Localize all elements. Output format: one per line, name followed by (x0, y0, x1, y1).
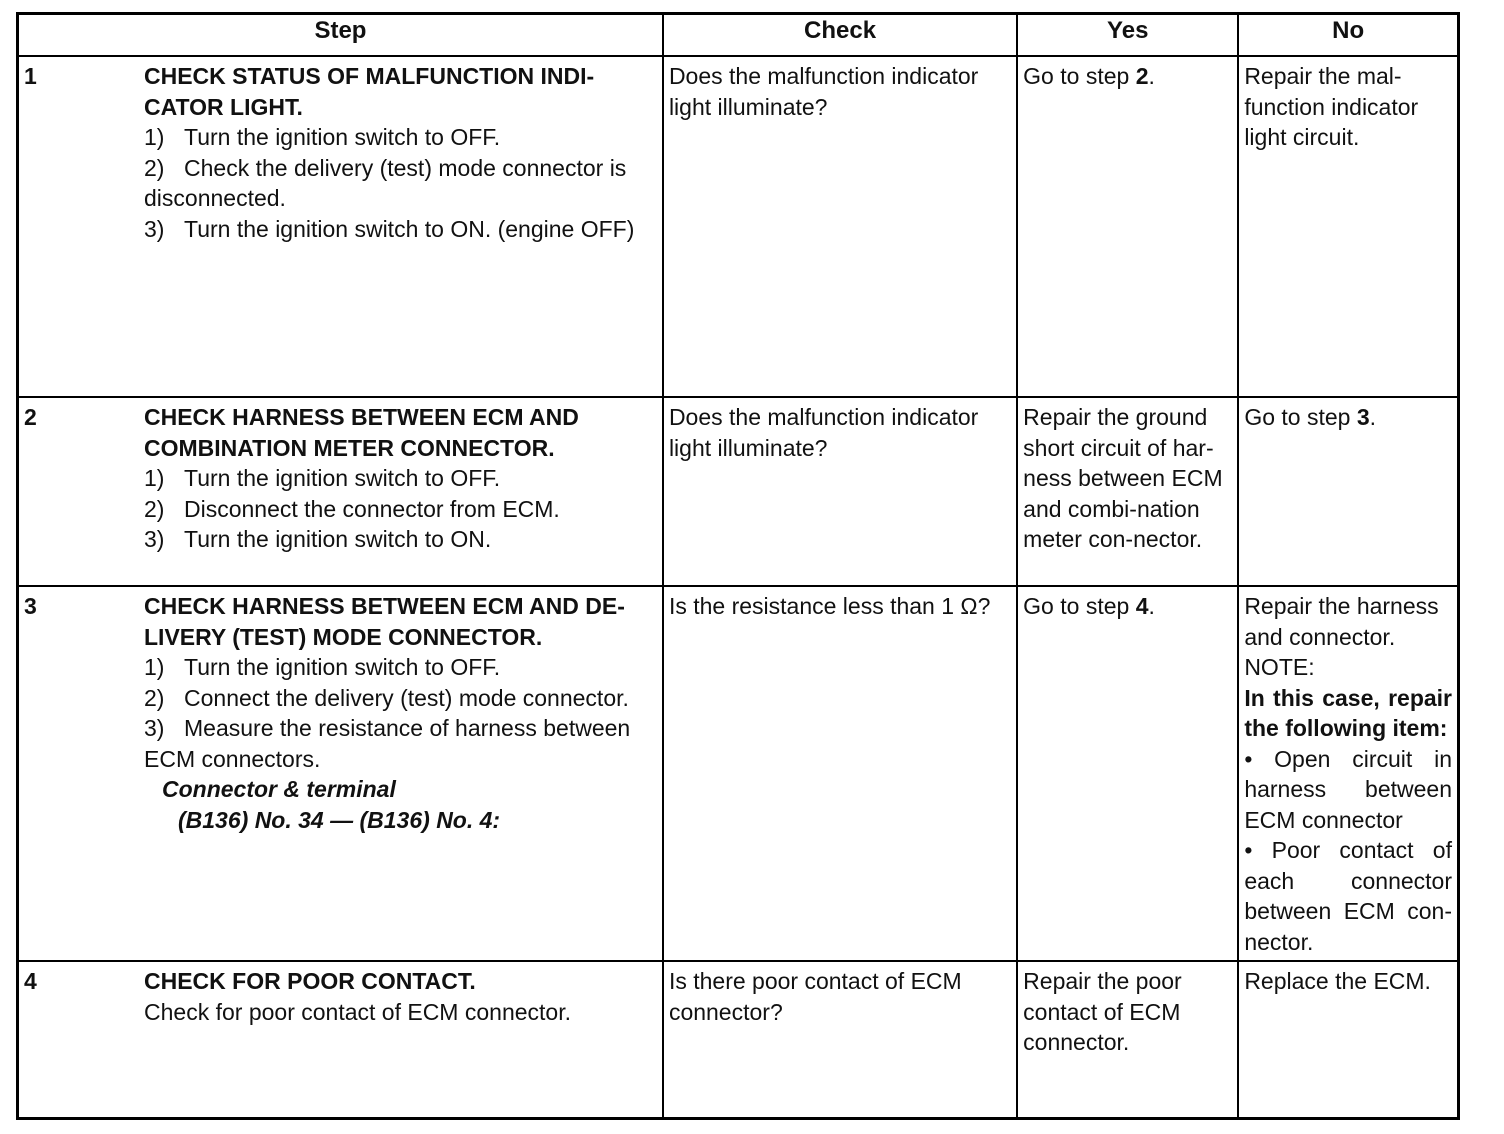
step-cell (18, 397, 663, 586)
table-row (18, 586, 1459, 961)
table-row (18, 397, 1459, 586)
step-title: CHECK HARNESS BETWEEN ECM AND COMBINATION METER CONNECTOR. (144, 404, 579, 461)
step-cell (18, 586, 663, 961)
table-row (18, 56, 1459, 397)
step-number: 2 (24, 404, 37, 430)
step-reference: 2 (1135, 63, 1149, 89)
yes-cell: Go to step 2. (1017, 56, 1238, 397)
no-cell: Go to step 3. (1238, 397, 1458, 586)
connector-terminal-value: (B136) No. 34 — (B136) No. 4: (178, 806, 501, 833)
header-no: No (1238, 14, 1458, 57)
step-instruction: 3) Turn the ignition switch to ON. (engine OFF) (144, 215, 635, 242)
step-instruction: Check for poor contact of ECM connector. (144, 998, 571, 1025)
yes-cell: Repair the ground short circuit of har-ness between ECM and combi-nation meter con-nector. (1017, 397, 1238, 586)
step-reference: 4 (1135, 593, 1149, 619)
header-check: Check (663, 14, 1017, 57)
step-cell (18, 961, 663, 1118)
step-number: 1 (24, 63, 37, 89)
note-text: In this case, repair the following item: (1244, 684, 1452, 741)
step-instruction: 2) Disconnect the connector from ECM. (144, 495, 560, 522)
step-instruction-continuation: ECM connectors. (144, 745, 321, 772)
step-instruction: 3) Measure the resistance of harness between (144, 715, 631, 741)
header-row (18, 14, 1459, 57)
step-cell (18, 56, 663, 397)
step-instruction-continuation: disconnected. (144, 185, 286, 211)
step-number: 3 (24, 593, 37, 619)
no-cell: Replace the ECM. (1238, 961, 1458, 1118)
step-title: CHECK FOR POOR CONTACT. (144, 968, 476, 994)
table-row (18, 961, 1459, 1118)
yes-cell: Repair the poor contact of ECM connector. (1017, 961, 1238, 1118)
step-title: CHECK STATUS OF MALFUNCTION INDI- CATOR LIGHT. (144, 63, 595, 120)
step-instruction: 2) Check the delivery (test) mode connector is (144, 154, 627, 181)
step-number: 4 (24, 968, 37, 994)
note-bullet: • Open circuit in harness between ECM connector (1244, 745, 1452, 833)
step-title: CHECK HARNESS BETWEEN ECM AND DE- LIVERY (TEST) MODE CONNECTOR. (144, 593, 625, 650)
step-instruction: 3) Turn the ignition switch to ON. (144, 526, 492, 552)
step-instruction: 1) Turn the ignition switch to OFF. (144, 654, 501, 680)
step-reference: 3 (1356, 404, 1370, 430)
connector-label: Connector & terminal (162, 776, 396, 802)
header-step: Step (18, 14, 663, 57)
check-cell: Is the resistance less than 1 Ω? (663, 586, 1017, 961)
step-instruction: 2) Connect the delivery (test) mode connector. (144, 684, 629, 711)
step-instruction: 1) Turn the ignition switch to OFF. (144, 124, 501, 150)
no-cell: Repair the harness and connector. NOTE: In this case, repair the following item: • Open circuit in harness between ECM connector • Poor contact of each connector between ECM con-nector. (1238, 586, 1458, 961)
diagnostic-procedure-table (16, 12, 1460, 1120)
yes-cell: Go to step 4. (1017, 586, 1238, 961)
check-cell: Does the malfunction indicator light illuminate? (663, 56, 1017, 397)
check-cell: Is there poor contact of ECM connector? (663, 961, 1017, 1118)
check-cell: Does the malfunction indicator light illuminate? (663, 397, 1017, 586)
note-label: NOTE: (1244, 654, 1315, 680)
note-bullet: • Poor contact of each connector between ECM con-nector. (1244, 837, 1452, 955)
no-cell: Repair the mal-function indicator light circuit. (1238, 56, 1458, 397)
step-instruction: 1) Turn the ignition switch to OFF. (144, 465, 501, 491)
header-yes: Yes (1017, 14, 1238, 57)
